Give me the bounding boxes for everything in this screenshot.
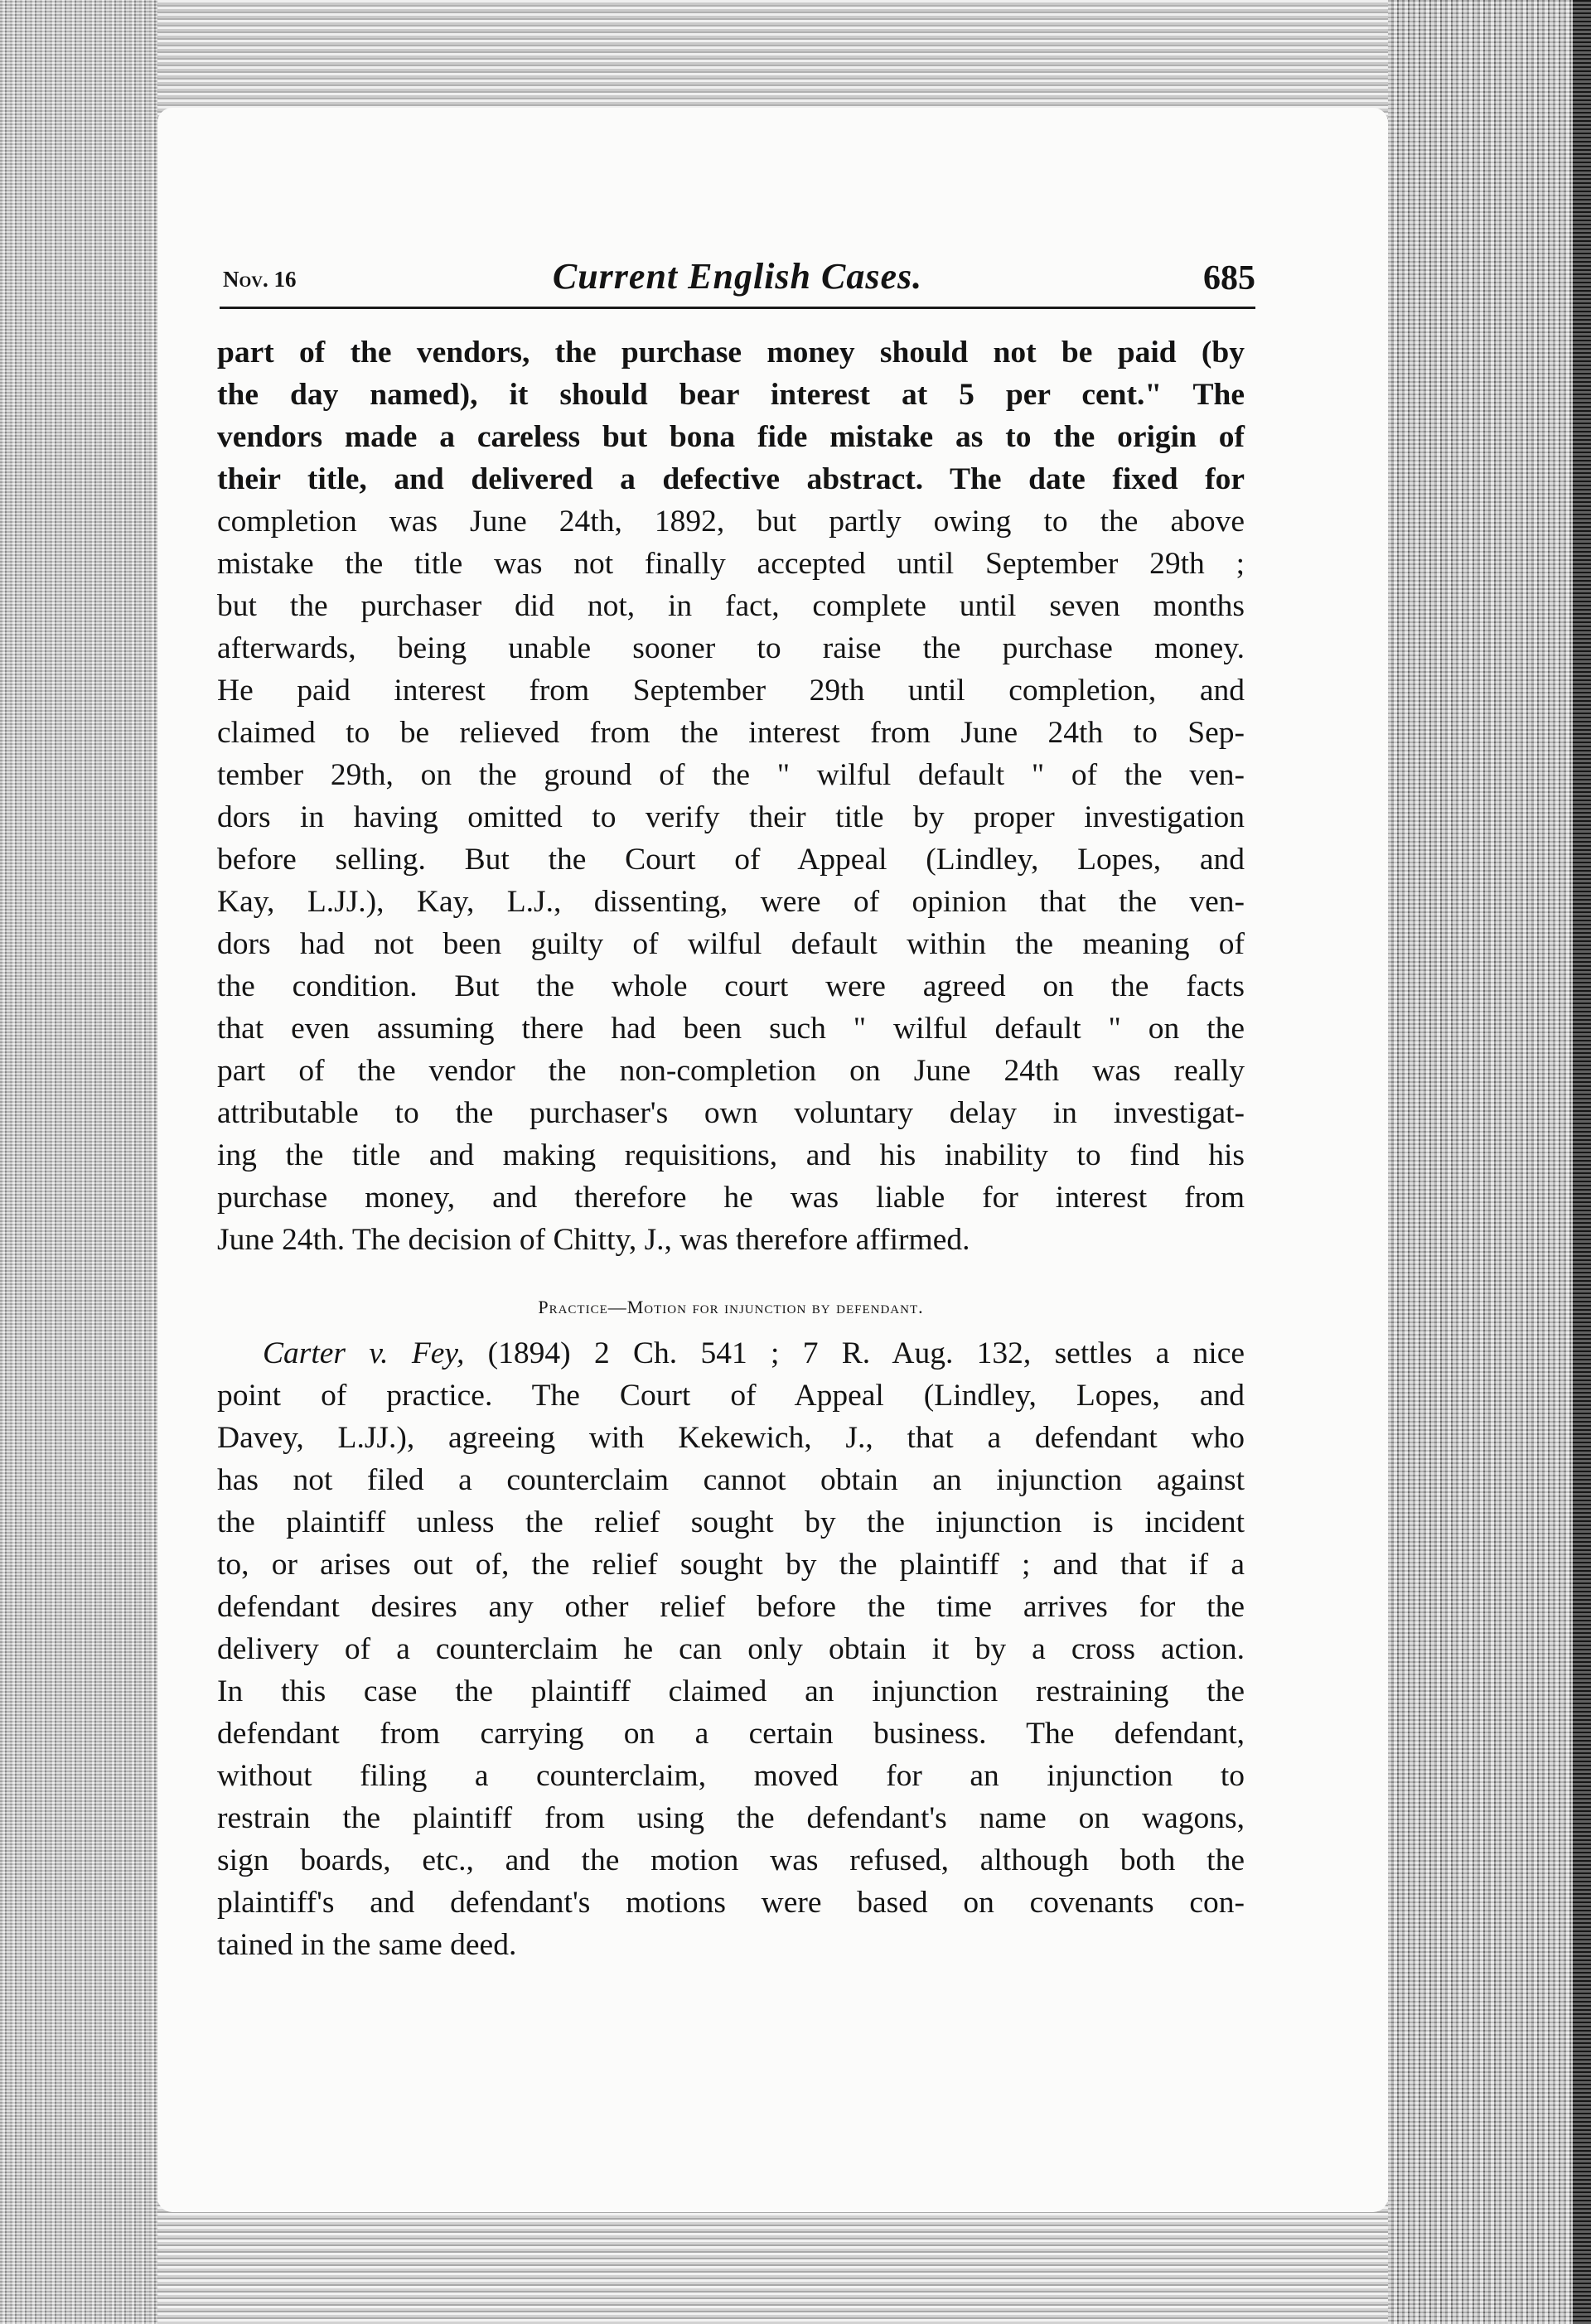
text-line: part of the vendors, the purchase money should not be paid (by [217,336,1245,370]
page-number: 685 [1203,259,1255,297]
text-line: tained in the same deed. [217,1928,517,1962]
text-line-first [217,1332,1245,1375]
text-line: delivery of a counterclaim he can only obtain it by a cross action. [217,1632,1245,1666]
text-line: tember 29th, on the ground of the " wilful default " of the ven- [217,758,1245,792]
running-head [220,255,1255,309]
text-line: purchase money, and therefore he was liable for interest from [217,1181,1245,1215]
text-line: defendant from carrying on a certain business. The defendant, [217,1717,1245,1751]
text-line: plaintiff's and defendant's motions were based on covenants con- [217,1886,1245,1920]
text-line: attributable to the purchaser's own voluntary delay in investigat- [217,1096,1245,1130]
text-line: Kay, L.JJ.), Kay, L.J., dissenting, were of opinion that the ven- [217,885,1245,919]
text-line: defendant desires any other relief before the time arrives for the [217,1590,1245,1624]
text-line: ing the title and making requisitions, and his inability to find his [217,1138,1245,1172]
text-line: completion was June 24th, 1892, but partly owing to the above [217,505,1245,539]
text-line: afterwards, being unable sooner to raise the purchase money. [217,631,1245,665]
text-line: claimed to be relieved from the interest from June 24th to Sep- [217,716,1245,750]
book-spine-shadow [1573,0,1591,2324]
text-line: sign boards, etc., and the motion was refused, although both the [217,1843,1245,1877]
text-line: has not filed a counterclaim cannot obtain an injunction against [217,1463,1245,1497]
text-line: part of the vendor the non-completion on June 24th was really [217,1054,1245,1088]
text-line: vendors made a careless but bona fide mistake as to the origin of [217,420,1245,454]
text-line: dors in having omitted to verify their title by proper investigation [217,800,1245,834]
text-line: mistake the title was not finally accepted until September 29th ; [217,547,1245,581]
section-heading: Practice—Motion for injunction by defendant. [538,1297,924,1317]
scan-border-left [0,0,157,2324]
text-line: point of practice. The Court of Appeal (Lindley, Lopes, and [217,1379,1245,1413]
text-line: June 24th. The decision of Chitty, J., was therefore affirmed. [217,1223,970,1257]
text-line: dors had not been guilty of wilful default within the meaning of [217,927,1245,961]
scan-border-top [157,0,1388,124]
text-line: the plaintiff unless the relief sought by the injunction is incident [217,1505,1245,1539]
text-line: In this case the plaintiff claimed an injunction restraining the [217,1674,1245,1708]
text-line: He paid interest from September 29th until completion, and [217,674,1245,708]
header-date: Nov. 16 [223,267,297,292]
text-line: Davey, L.JJ.), agreeing with Kekewich, J., that a defendant who [217,1421,1245,1455]
text-line: without filing a counterclaim, moved for an injunction to [217,1759,1245,1793]
text-line: the condition. But the whole court were agreed on the facts [217,969,1245,1003]
paragraph-vendor-interest [217,331,1245,1261]
text-line: that even assuming there had been such " wilful default " on the [217,1012,1245,1046]
paragraph-carter-v-fey [217,1332,1245,1966]
text-line: before selling. But the Court of Appeal (Lindley, Lopes, and [217,843,1245,877]
text-line: their title, and delivered a defective abstract. The date fixed for [217,462,1245,496]
scan-border-right [1388,0,1591,2324]
case-citation: (1894) 2 Ch. 541 ; 7 R. Aug. 132, settles a nice [487,1336,1245,1370]
text-line: to, or arises out of, the relief sought by the plaintiff ; and that if a [217,1548,1245,1582]
header-title: Current English Cases. [552,256,923,297]
scan-border-bottom [157,2200,1388,2324]
text-line: but the purchaser did not, in fact, complete until seven months [217,589,1245,623]
text-line: restrain the plaintiff from using the defendant's name on wagons, [217,1801,1245,1835]
case-name: Carter v. Fey, [263,1336,465,1370]
text-line: the day named), it should bear interest at 5 per cent." The [217,378,1245,412]
